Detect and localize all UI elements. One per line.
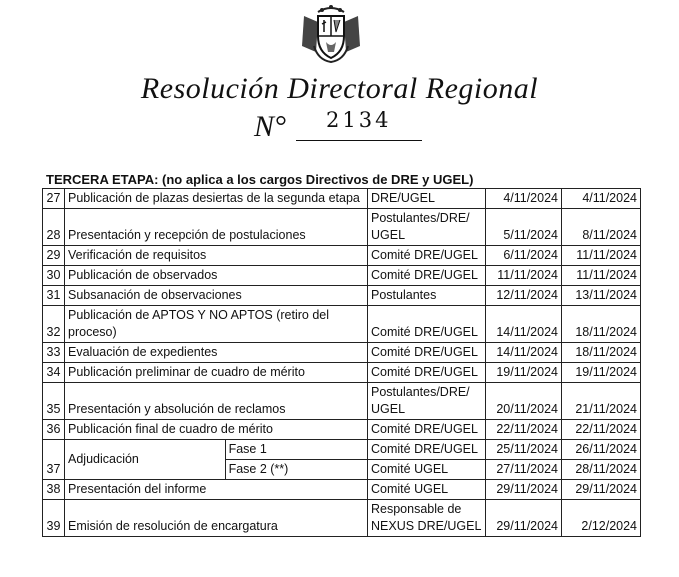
responsible-cell: Comité DRE/UGEL [368,246,486,266]
start-date-cell: 12/11/2024 [486,286,562,306]
table-row [43,440,641,460]
table-row [43,383,641,420]
end-date-cell: 18/11/2024 [562,306,641,343]
end-date-cell: 4/11/2024 [562,189,641,209]
table-row [43,420,641,440]
table-row [43,480,641,500]
number-label: N° [254,110,287,143]
coat-of-arms-emblem [298,2,364,64]
row-number: 35 [43,383,65,420]
row-number: 28 [43,209,65,246]
activity-cell: Publicación de APTOS Y NO APTOS (retiro del proceso) [65,306,368,343]
stage-title: TERCERA ETAPA: (no aplica a los cargos Directivos de DRE y UGEL) [46,172,474,187]
end-date-cell: 11/11/2024 [562,246,641,266]
responsible-cell: Postulantes [368,286,486,306]
start-date-cell: 22/11/2024 [486,420,562,440]
end-date-cell: 29/11/2024 [562,480,641,500]
schedule-table [42,188,641,537]
start-date-cell: 14/11/2024 [486,306,562,343]
end-date-cell: 22/11/2024 [562,420,641,440]
end-date-cell: 13/11/2024 [562,286,641,306]
table-row [43,266,641,286]
responsible-cell: Comité DRE/UGEL [368,306,486,343]
row-number: 27 [43,189,65,209]
end-date-cell: 19/11/2024 [562,363,641,383]
responsible-cell: Responsable de NEXUS DRE/UGEL [368,500,486,537]
responsible-cell: Postulantes/DRE/ UGEL [368,209,486,246]
responsible-cell: Comité UGEL [368,460,486,480]
table-row [43,246,641,266]
activity-cell: Publicación preliminar de cuadro de mérito [65,363,368,383]
start-date-cell: 29/11/2024 [486,480,562,500]
number-value: 2134 [326,108,392,132]
row-number: 38 [43,480,65,500]
table-row [43,343,641,363]
activity-cell: Adjudicación [65,440,226,480]
activity-cell: Publicación de observados [65,266,368,286]
row-number: 30 [43,266,65,286]
table-row [43,209,641,246]
number-underline [296,140,422,141]
start-date-cell: 25/11/2024 [486,440,562,460]
row-number: 32 [43,306,65,343]
start-date-cell: 27/11/2024 [486,460,562,480]
start-date-cell: 6/11/2024 [486,246,562,266]
table-row [43,286,641,306]
responsible-cell: Comité DRE/UGEL [368,420,486,440]
start-date-cell: 4/11/2024 [486,189,562,209]
activity-cell: Publicación final de cuadro de mérito [65,420,368,440]
row-number: 37 [43,440,65,480]
activity-cell: Emisión de resolución de encargatura [65,500,368,537]
end-date-cell: 2/12/2024 [562,500,641,537]
start-date-cell: 11/11/2024 [486,266,562,286]
table-row [43,363,641,383]
resolution-number [254,106,454,146]
responsible-cell: Comité DRE/UGEL [368,266,486,286]
activity-cell: Verificación de requisitos [65,246,368,266]
responsible-cell: Comité DRE/UGEL [368,440,486,460]
responsible-cell: Postulantes/DRE/ UGEL [368,383,486,420]
responsible-cell: Comité DRE/UGEL [368,343,486,363]
responsible-cell: DRE/UGEL [368,189,486,209]
start-date-cell: 5/11/2024 [486,209,562,246]
phase-label-cell: Fase 1 [225,440,367,460]
responsible-cell: Comité DRE/UGEL [368,363,486,383]
start-date-cell: 20/11/2024 [486,383,562,420]
phase-label-cell: Fase 2 (**) [225,460,367,480]
row-number: 29 [43,246,65,266]
table-row [43,189,641,209]
end-date-cell: 11/11/2024 [562,266,641,286]
start-date-cell: 14/11/2024 [486,343,562,363]
activity-cell: Publicación de plazas desiertas de la segunda etapa [65,189,368,209]
row-number: 34 [43,363,65,383]
end-date-cell: 8/11/2024 [562,209,641,246]
start-date-cell: 29/11/2024 [486,500,562,537]
activity-cell: Evaluación de expedientes [65,343,368,363]
row-number: 39 [43,500,65,537]
end-date-cell: 26/11/2024 [562,440,641,460]
responsible-cell: Comité UGEL [368,480,486,500]
activity-cell: Presentación del informe [65,480,368,500]
row-number: 33 [43,343,65,363]
row-number: 36 [43,420,65,440]
row-number: 31 [43,286,65,306]
end-date-cell: 28/11/2024 [562,460,641,480]
end-date-cell: 18/11/2024 [562,343,641,363]
activity-cell: Presentación y absolución de reclamos [65,383,368,420]
table-row [43,306,641,343]
activity-cell: Presentación y recepción de postulaciones [65,209,368,246]
document-title: Resolución Directoral Regional [140,72,539,105]
activity-cell: Subsanación de observaciones [65,286,368,306]
end-date-cell: 21/11/2024 [562,383,641,420]
start-date-cell: 19/11/2024 [486,363,562,383]
table-row [43,500,641,537]
